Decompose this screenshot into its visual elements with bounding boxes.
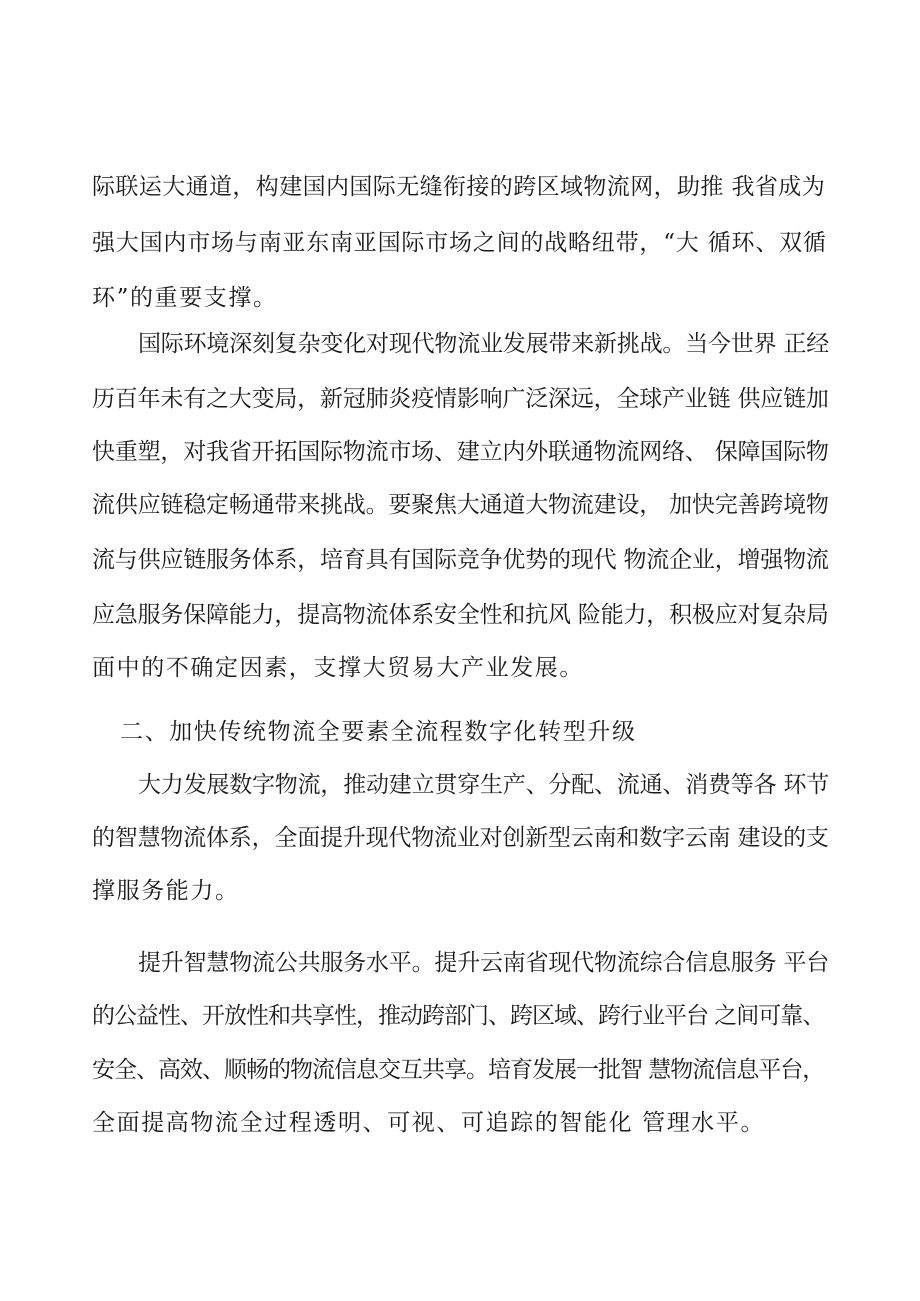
paragraph-2-line-6: 应急服务保障能力，提高物流体系安全性和抗风 险能力，积极应对复杂局 — [92, 602, 829, 628]
paragraph-1-line-1: 际联运大通道，构建国内国际无缝衔接的跨区域物流网，助推 我省成为 — [92, 174, 826, 200]
paragraph-2-line-5: 流与供应链服务体系，培育具有国际竞争优势的现代 物流企业，增强物流 — [92, 547, 829, 573]
paragraph-2-line-7: 面中的不确定因素，支撑大贸易大产业发展。 — [92, 655, 584, 681]
paragraph-4-line-1: 提升智慧物流公共服务水平。提升云南省现代物流综合信息服务 平台 — [138, 950, 830, 976]
paragraph-4-line-2: 的公益性、开放性和共享性，推动跨部门、跨区域、跨行业平台 之间可靠、 — [92, 1003, 825, 1029]
paragraph-2-line-2: 历百年未有之大变局，新冠肺炎疫情影响广泛深远，全球产业链 供应链加 — [92, 386, 829, 412]
paragraph-2-line-4: 流供应链稳定畅通带来挑战。要聚焦大通道大物流建设， 加快完善跨境物 — [92, 492, 829, 518]
paragraph-1-line-2: 强大国内市场与南亚东南亚国际市场之间的战略纽带，“大 循环、双循 — [92, 230, 827, 256]
paragraph-2-line-1: 国际环境深刻复杂变化对现代物流业发展带来新挑战。当今世界 正经 — [138, 331, 830, 357]
paragraph-3-line-1: 大力发展数字物流，推动建立贯穿生产、分配、流通、消费等各 环节 — [138, 772, 830, 798]
section-heading: 二、加快传统物流全要素全流程数字化转型升级 — [120, 719, 637, 745]
paragraph-4-line-4: 全面提高物流全过程透明、可视、可追踪的智能化 管理水平。 — [92, 1110, 766, 1136]
paragraph-3-line-2: 的智慧物流体系，全面提升现代物流业对创新型云南和数字云南 建设的支 — [92, 825, 829, 851]
paragraph-4-line-3: 安全、高效、顺畅的物流信息交互共享。培育发展一批智 慧物流信息平台， — [92, 1057, 825, 1083]
paragraph-2-line-3: 快重塑，对我省开拓国际物流市场、建立内外联通物流网络、 保障国际物 — [92, 439, 829, 465]
paragraph-1-line-3: 环”的重要支撑。 — [92, 285, 278, 311]
paragraph-3-line-3: 撑服务能力。 — [92, 878, 240, 904]
